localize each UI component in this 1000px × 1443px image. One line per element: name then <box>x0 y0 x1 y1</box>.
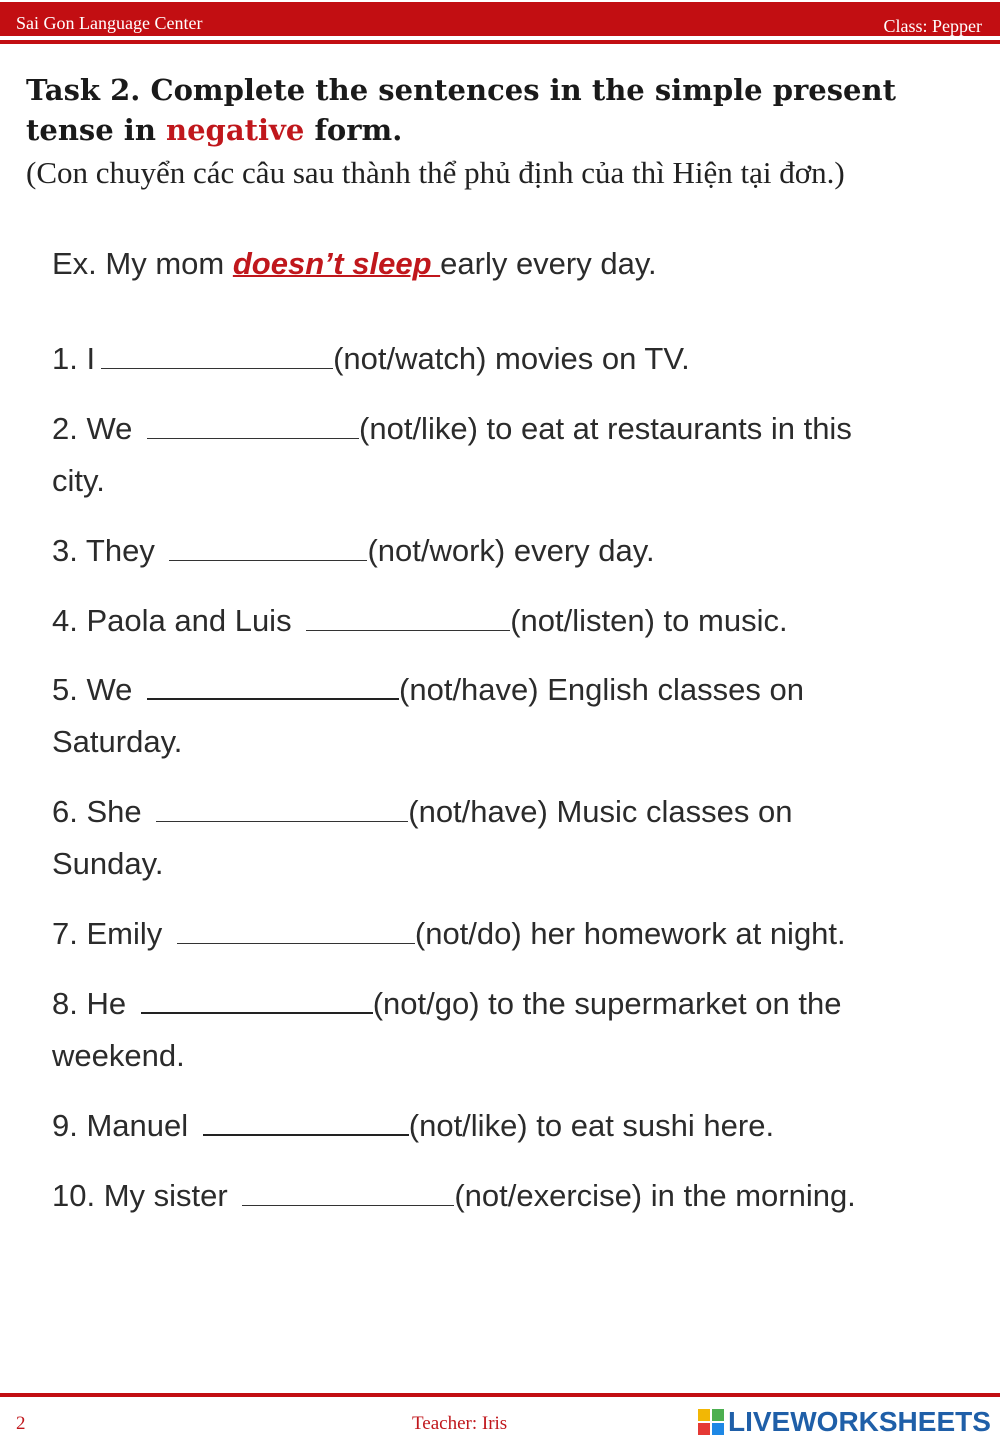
task-title-part2: form. <box>304 113 403 147</box>
sentence-4-subject: 4. Paola and Luis <box>52 603 292 638</box>
sentence-5-cont: Saturday. <box>52 724 183 759</box>
task-title-part1: Task 2. Complete the sentences in the simple present tense in <box>26 73 896 147</box>
sentence-10 <box>52 1170 856 1222</box>
answer-blank-8[interactable] <box>141 982 373 1014</box>
sentence-2-rest: (not/like) to eat at restaurants in this <box>359 411 852 446</box>
sentence-5 <box>52 664 804 716</box>
footer-divider <box>0 1393 1000 1397</box>
sentence-7-rest: (not/do) her homework at night. <box>414 916 846 951</box>
page-number: 2 <box>16 1413 26 1434</box>
task-title-highlight: negative <box>166 113 305 147</box>
example-answer: doesn’t sleep <box>232 246 441 281</box>
sentence-2-cont: city. <box>52 463 105 498</box>
logo-blocks-icon <box>698 1409 724 1435</box>
sentence-4 <box>52 595 788 647</box>
teacher-name: Teacher: Iris <box>412 1413 508 1434</box>
liveworksheets-logo[interactable] <box>698 1406 991 1438</box>
center-name: Sai Gon Language Center <box>16 13 203 33</box>
sentence-1 <box>52 333 690 385</box>
sentence-8-subject: 8. He <box>52 986 127 1021</box>
task-subtitle: (Con chuyển các câu sau thành thể phủ định của thì Hiện tại đơn.) <box>26 155 845 190</box>
header-divider <box>0 40 1000 44</box>
sentence-3 <box>52 525 655 577</box>
answer-blank-3[interactable] <box>169 530 367 561</box>
sentence-6-rest: (not/have) Music classes on <box>408 794 793 829</box>
sentence-9-rest: (not/like) to eat sushi here. <box>408 1108 775 1143</box>
answer-blank-6[interactable] <box>156 791 408 822</box>
class-name: Class: Pepper <box>883 16 982 36</box>
answer-blank-10[interactable] <box>242 1175 454 1206</box>
sentence-3-subject: 3. They <box>52 533 155 568</box>
sentence-8-rest: (not/go) to the supermarket on the <box>372 986 842 1021</box>
answer-blank-5[interactable] <box>147 668 399 700</box>
sentence-6 <box>52 786 792 838</box>
example-suffix: early every day. <box>440 246 657 281</box>
brand-name: LIVEWORKSHEETS <box>728 1406 991 1437</box>
header-bar <box>0 2 1000 36</box>
sentence-6-subject: 6. She <box>52 794 142 829</box>
example-sentence <box>52 238 657 290</box>
answer-blank-1[interactable] <box>101 338 333 369</box>
answer-blank-7[interactable] <box>177 913 415 944</box>
sentence-8 <box>52 978 841 1030</box>
task-title <box>26 70 976 150</box>
sentence-4-rest: (not/listen) to music. <box>510 603 788 638</box>
sentence-5-subject: 5. We <box>52 672 133 707</box>
sentence-2-subject: 2. We <box>52 411 133 446</box>
sentence-2 <box>52 403 852 455</box>
answer-blank-9[interactable] <box>203 1104 409 1136</box>
sentence-1-rest: (not/watch) movies on TV. <box>333 341 690 376</box>
sentence-5-rest: (not/have) English classes on <box>399 672 804 707</box>
sentence-3-rest: (not/work) every day. <box>367 533 655 568</box>
sentence-10-subject: 10. My sister <box>52 1178 228 1213</box>
sentence-7-subject: 7. Emily <box>52 916 163 951</box>
example-prefix: Ex. My mom <box>52 246 233 281</box>
sentence-6-cont: Sunday. <box>52 846 164 881</box>
sentence-9 <box>52 1100 774 1152</box>
sentence-1-subject: 1. I <box>52 341 96 376</box>
answer-blank-4[interactable] <box>306 600 510 631</box>
sentence-10-rest: (not/exercise) in the morning. <box>454 1178 856 1213</box>
answer-blank-2[interactable] <box>147 408 359 439</box>
sentence-8-cont: weekend. <box>52 1038 185 1073</box>
sentence-9-subject: 9. Manuel <box>52 1108 189 1143</box>
sentence-7 <box>52 908 846 960</box>
